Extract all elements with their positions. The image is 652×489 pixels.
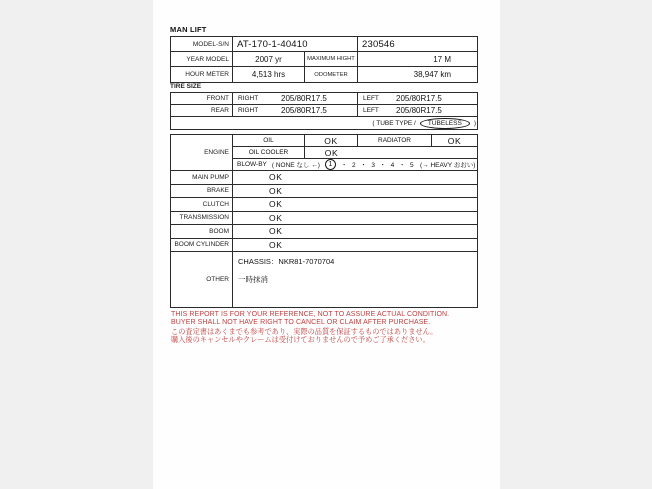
report-title: MAN LIFT — [170, 25, 207, 34]
oil-label: OIL — [233, 135, 305, 146]
left-label: LEFT — [363, 95, 379, 102]
spec-table — [170, 36, 478, 83]
brake-label: BRAKE — [171, 185, 233, 198]
disclaimer-line-2: BUYER SHALL NOT HAVE RIGHT TO CANCEL OR CLAIM AFTER PURCHASE. — [171, 319, 431, 327]
tube-type-prefix: ( TUBE TYPE / — [372, 119, 416, 127]
engine-subrow-oil — [233, 135, 477, 147]
front-right-cell — [233, 93, 358, 105]
rear-left-value: 205/80R17.5 — [396, 106, 442, 115]
oil-cooler-empty-cell — [358, 147, 477, 158]
engine-row — [171, 135, 477, 171]
checklist-row-main-pump — [171, 171, 477, 185]
rear-right-cell — [233, 105, 358, 117]
checklist-table — [170, 134, 478, 308]
left-label-2: LEFT — [363, 107, 379, 114]
boom-value: OK — [269, 226, 283, 237]
rear-left-cell — [358, 105, 477, 117]
rear-label: REAR — [171, 105, 233, 117]
chassis-number: CHASSIS：NKR81-7070704 — [238, 257, 335, 266]
other-row — [171, 252, 477, 307]
blow-by-none-note: ( NONE なし ←) — [271, 162, 320, 169]
right-label-2: RIGHT — [238, 107, 259, 114]
maximum-hight-label: MAXIMUM HIGHT — [305, 52, 358, 67]
model-sn-label: MODEL-S/N — [171, 37, 233, 52]
blow-by-selected-circled-mark: 1 — [325, 159, 336, 170]
blow-by-heavy-note: (→ HEAVY おおい) — [420, 162, 476, 169]
front-label: FRONT — [171, 93, 233, 105]
front-left-value: 205/80R17.5 — [396, 94, 442, 103]
hour-meter-value: 4,513 hrs — [233, 67, 305, 82]
disclaimer-line-4: 購入後のキャンセルやクレームは受付けておりませんので予めご了承ください。 — [171, 335, 430, 345]
radiator-value: OK — [447, 135, 462, 146]
checklist-row-boom-cylinder — [171, 239, 477, 253]
right-label: RIGHT — [238, 95, 259, 102]
main-pump-label: MAIN PUMP — [171, 171, 233, 184]
disclaimer-block — [171, 311, 486, 345]
tube-type-suffix: ) — [473, 119, 476, 127]
other-label: OTHER — [171, 252, 233, 307]
engine-subrow-oil-cooler — [233, 147, 477, 159]
odometer-label: ODOMETER — [305, 67, 358, 82]
boom-label: BOOM — [171, 225, 233, 238]
tire-size-section-label: TIRE SIZE — [170, 83, 202, 90]
front-right-value: 205/80R17.5 — [281, 94, 327, 103]
year-model-label: YEAR MODEL — [171, 52, 233, 67]
tubeless-circled-mark: TUBELESS — [420, 118, 470, 129]
engine-label: ENGINE — [171, 135, 233, 170]
clutch-value: OK — [269, 199, 283, 210]
rear-right-value: 205/80R17.5 — [281, 106, 327, 115]
other-value-cell — [233, 252, 477, 307]
boom-cylinder-label: BOOM CYLINDER — [171, 239, 233, 252]
brake-value: OK — [269, 185, 283, 196]
year-model-value: 2007 yr — [233, 52, 305, 67]
maximum-hight-value: 17 M — [358, 52, 477, 67]
disclaimer-line-1: THIS REPORT IS FOR YOUR REFERENCE, NOT TO ASSURE ACTUAL CONDITION. — [171, 311, 450, 318]
transmission-label: TRANSMISSION — [171, 212, 233, 225]
oil-cooler-label: OIL COOLER — [233, 147, 305, 158]
disclaimer-line-3: この査定書はあくまでも参考であり、実際の品質を保証するものではありません。 — [171, 326, 438, 336]
odometer-value: 38,947 km — [413, 70, 451, 79]
transmission-value: OK — [269, 212, 283, 223]
clutch-label: CLUTCH — [171, 198, 233, 211]
checklist-row-clutch — [171, 198, 477, 212]
hour-meter-label: HOUR METER — [171, 67, 233, 82]
checklist-row-boom — [171, 225, 477, 239]
tube-type-row — [171, 117, 477, 129]
blow-by-label: BLOW-BY — [237, 161, 267, 168]
engine-subrow-blow-by — [233, 159, 477, 170]
boom-cylinder-value: OK — [269, 239, 283, 250]
checklist-row-transmission — [171, 212, 477, 226]
main-pump-value: OK — [269, 172, 283, 183]
model-sn-value: AT-170-1-40410 — [233, 37, 358, 52]
blow-by-scale: ・ 2 ・ 3 ・ 4 ・ 5 — [340, 162, 415, 169]
deregistration-note: 一時抹消 — [238, 275, 268, 284]
checklist-row-brake — [171, 185, 477, 199]
report-paper — [153, 0, 500, 489]
oil-cooler-value: OK — [324, 147, 339, 158]
radiator-label: RADIATOR — [358, 135, 432, 146]
engine-subtable — [233, 135, 477, 170]
tire-size-table — [170, 92, 478, 130]
front-left-cell — [358, 93, 477, 105]
oil-value: OK — [305, 135, 358, 146]
serial-value: 230546 — [358, 37, 477, 52]
